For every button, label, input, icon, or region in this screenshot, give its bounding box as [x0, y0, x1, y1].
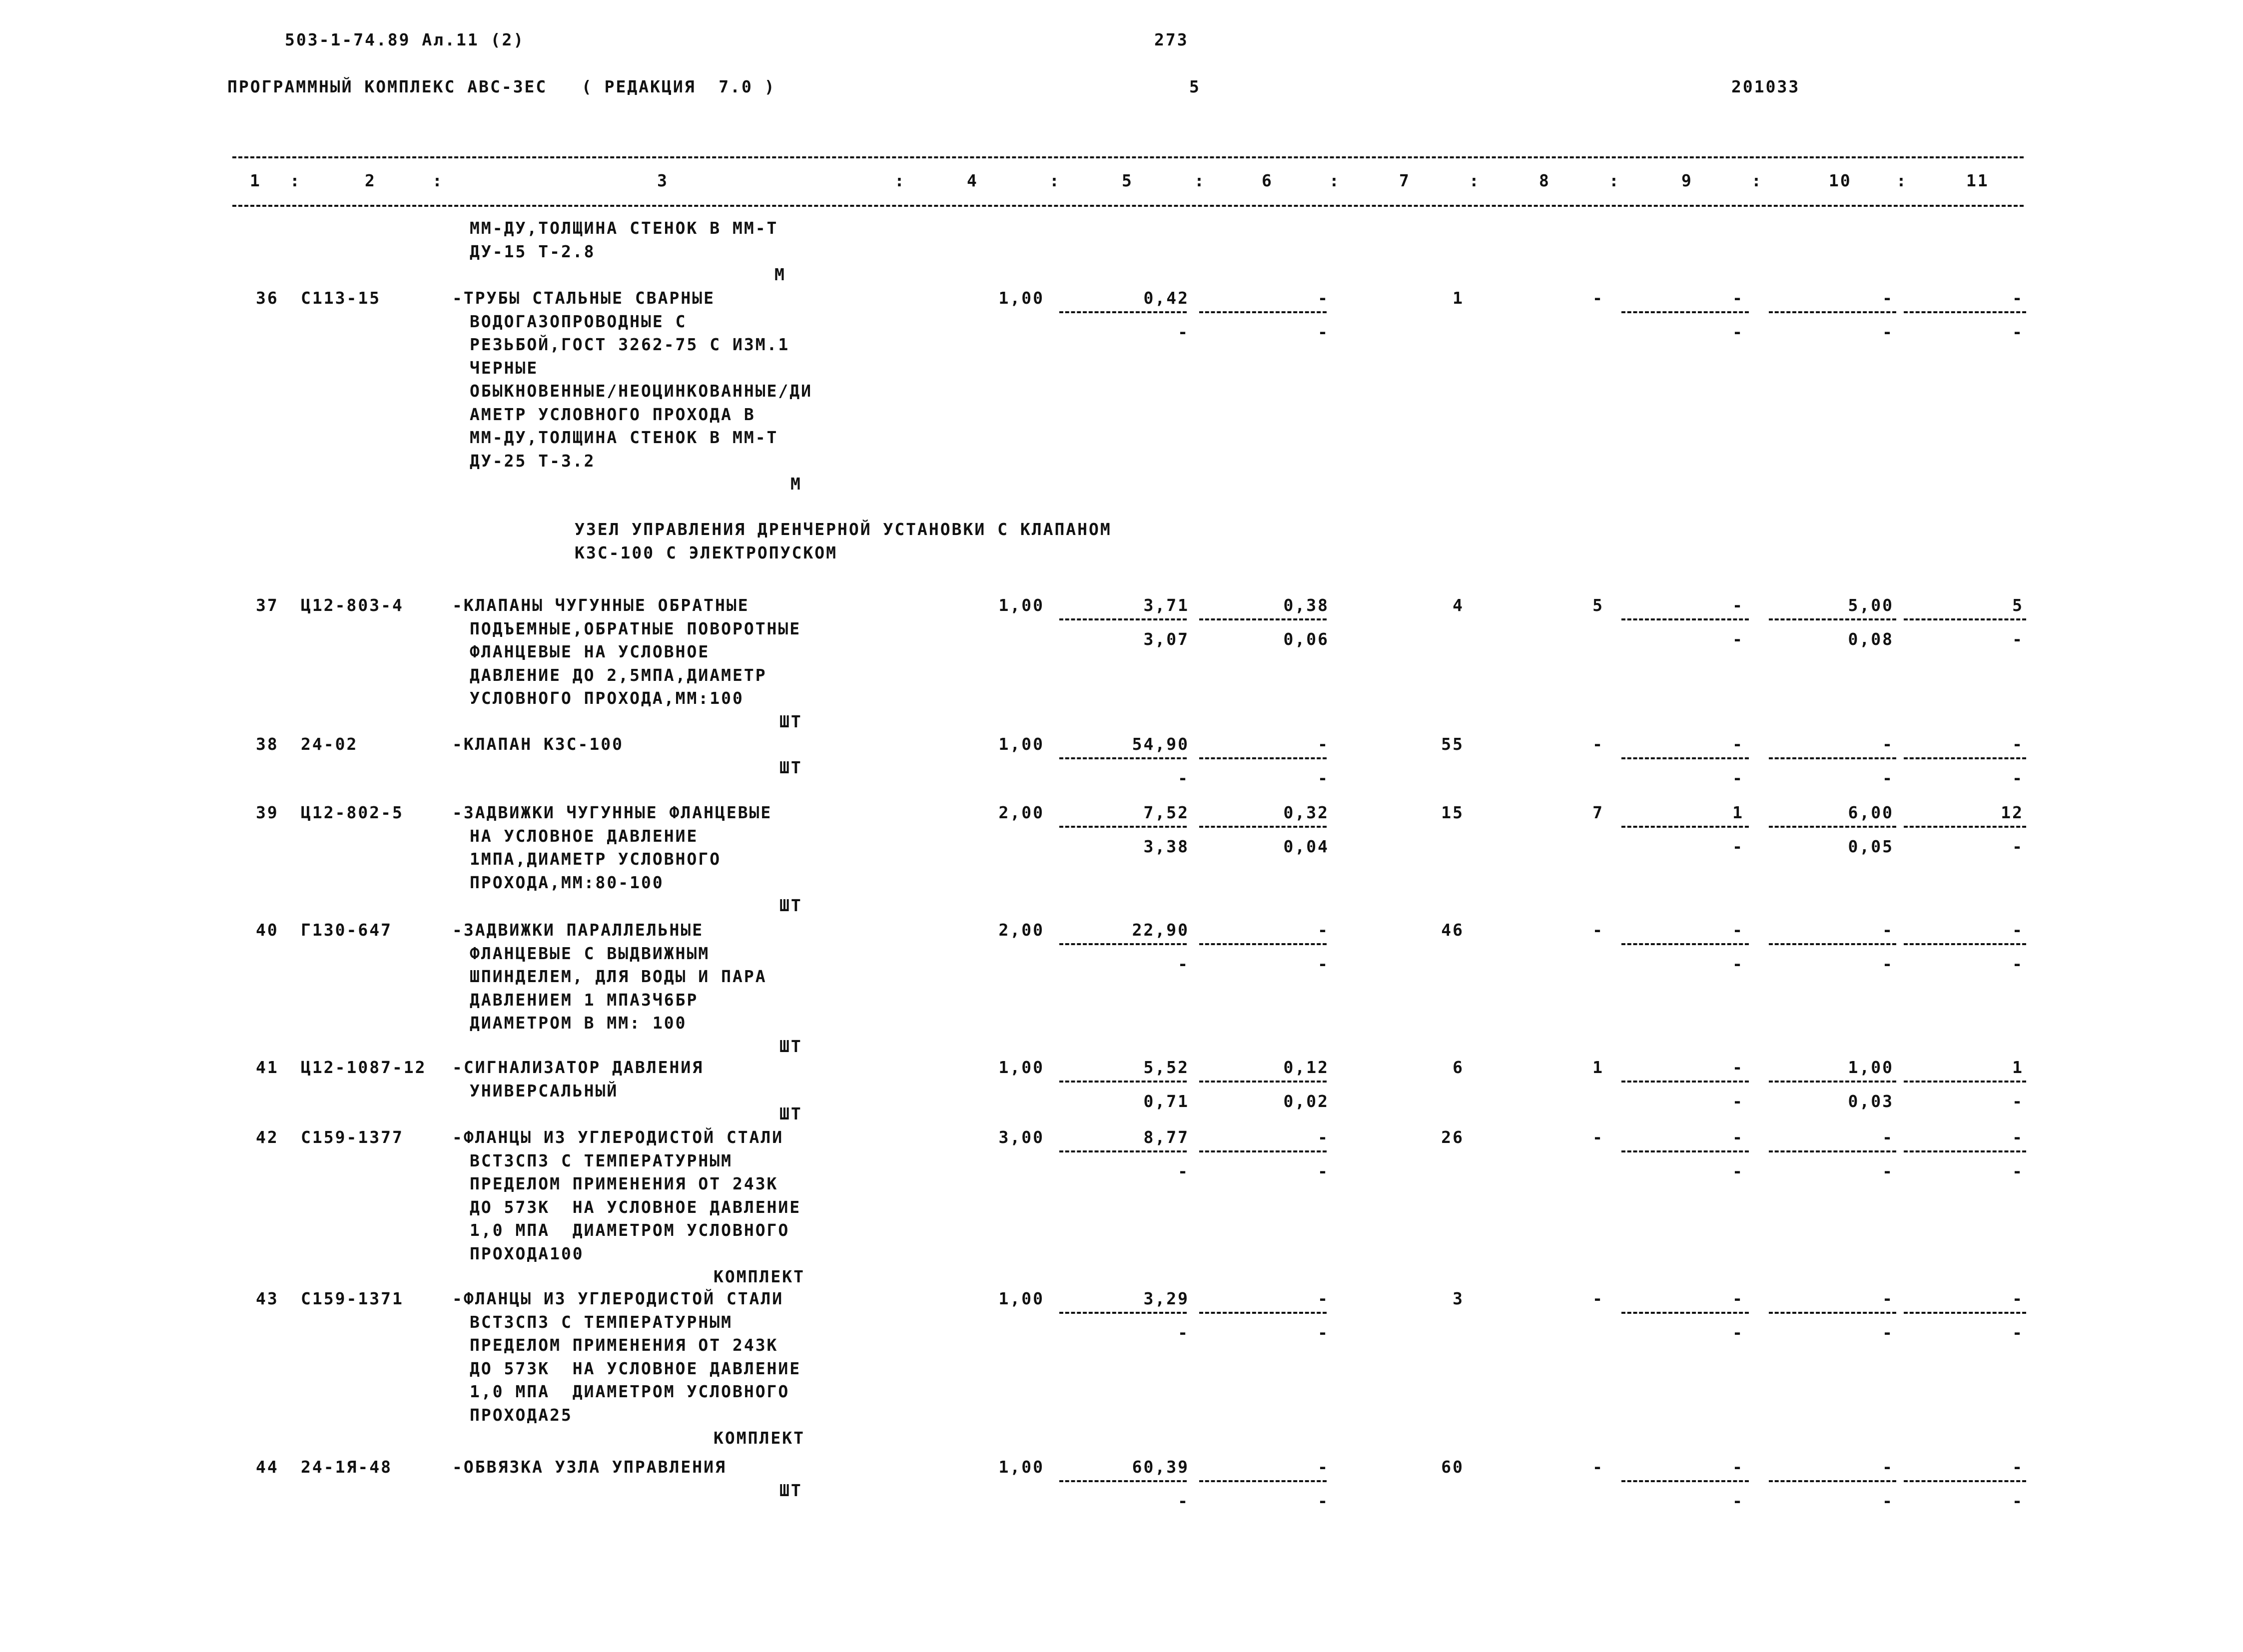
description-line: ПРОХОДА100 — [470, 1243, 584, 1263]
unit-cost-total: 5,52 — [1143, 1058, 1189, 1077]
labor-unit: - — [1882, 288, 1894, 308]
header-top-rule — [232, 156, 2024, 158]
machine-cost: - — [1732, 734, 1744, 754]
total-salary: - — [1592, 1457, 1604, 1477]
unit-cost-salary: - — [1318, 920, 1329, 940]
unit-cost-salary: 0,38 — [1283, 595, 1329, 615]
cell-divider — [1059, 1480, 1187, 1482]
cell-divider — [1059, 618, 1187, 620]
description-line: ФЛАНЦЕВЫЕ С ВЫДВИЖНЫМ — [470, 943, 710, 963]
labor-unit: 1,00 — [1848, 1058, 1894, 1077]
total-cost: 15 — [1441, 803, 1464, 822]
total-salary: 7 — [1592, 803, 1604, 822]
cell-divider — [1059, 1312, 1187, 1314]
unit-cost-total-secondary: - — [1178, 1323, 1189, 1342]
labor-unit: - — [1882, 920, 1894, 940]
column-header-8: 8 — [1539, 171, 1550, 190]
continuation-line: ММ-ДУ,ТОЛЩИНА СТЕНОК В ММ-Т — [470, 218, 778, 238]
total-cost: 6 — [1453, 1058, 1464, 1077]
cell-divider — [1769, 1081, 1896, 1083]
column-header-1: 1 — [250, 171, 261, 190]
cell-divider — [1199, 757, 1327, 759]
sheet-number: 5 — [1189, 77, 1201, 96]
unit-label: ШТ — [779, 1036, 802, 1056]
row-code: С113-15 — [301, 288, 381, 308]
column-header-6: 6 — [1262, 171, 1273, 190]
machine-cost: - — [1732, 1058, 1744, 1077]
labor-total-secondary: - — [2012, 837, 2024, 856]
cell-divider — [1904, 311, 2026, 313]
unit-cost-total-secondary: 0,71 — [1143, 1092, 1189, 1111]
unit-cost-total: 7,52 — [1143, 803, 1189, 822]
column-separator: : — [290, 171, 301, 190]
unit-cost-salary-secondary: - — [1318, 322, 1329, 342]
total-cost: 3 — [1453, 1289, 1464, 1308]
description-line: ВСТ3СП3 С ТЕМПЕРАТУРНЫМ — [470, 1312, 733, 1332]
unit-cost-salary: - — [1318, 1289, 1329, 1308]
machine-cost-secondary: - — [1732, 629, 1744, 649]
machine-cost-secondary: - — [1732, 954, 1744, 974]
machine-cost: - — [1732, 1127, 1744, 1147]
unit-cost-total: 3,29 — [1143, 1289, 1189, 1308]
row-code: Ц12-803-4 — [301, 595, 404, 615]
description-line: ММ-ДУ,ТОЛЩИНА СТЕНОК В ММ-Т — [470, 428, 778, 447]
machine-cost-secondary: - — [1732, 837, 1744, 856]
total-cost: 4 — [1453, 595, 1464, 615]
column-header-5: 5 — [1122, 171, 1133, 190]
description-line: ПРЕДЕЛОМ ПРИМЕНЕНИЯ ОТ 243К — [470, 1335, 778, 1355]
row-number: 36 — [256, 288, 279, 308]
unit-cost-total: 54,90 — [1132, 734, 1189, 754]
total-cost: 1 — [1453, 288, 1464, 308]
column-header-3: 3 — [657, 171, 669, 190]
column-header-9: 9 — [1681, 171, 1693, 190]
cell-divider — [1199, 1480, 1327, 1482]
description-line: ПРЕДЕЛОМ ПРИМЕНЕНИЯ ОТ 243К — [470, 1174, 778, 1193]
labor-total: 12 — [2001, 803, 2024, 822]
column-header-10: 10 — [1829, 171, 1852, 190]
cell-divider — [1769, 757, 1896, 759]
labor-unit-secondary: - — [1882, 1161, 1894, 1181]
labor-unit: - — [1882, 1127, 1894, 1147]
machine-cost: - — [1732, 288, 1744, 308]
cell-divider — [1621, 1081, 1749, 1083]
row-number: 39 — [256, 803, 279, 822]
description-line: 1,0 МПА ДИАМЕТРОМ УСЛОВНОГО — [470, 1220, 790, 1240]
row-number: 43 — [256, 1289, 279, 1308]
unit-cost-total-secondary: - — [1178, 954, 1189, 974]
cell-divider — [1904, 1150, 2026, 1152]
unit-cost-total-secondary: 3,07 — [1143, 629, 1189, 649]
continuation-unit: М — [774, 265, 786, 284]
cell-divider — [1059, 826, 1187, 828]
qty-value: 2,00 — [998, 803, 1044, 822]
cell-divider — [1199, 618, 1327, 620]
cell-divider — [1059, 1150, 1187, 1152]
column-separator: : — [1751, 171, 1763, 190]
labor-unit-secondary: - — [1882, 1491, 1894, 1511]
row-number: 38 — [256, 734, 279, 754]
description-line: ДИАМЕТРОМ В ММ: 100 — [470, 1013, 687, 1033]
description-line: -ФЛАНЦЫ ИЗ УГЛЕРОДИСТОЙ СТАЛИ — [452, 1289, 784, 1308]
unit-label: КОМПЛЕКТ — [714, 1428, 805, 1448]
description-line: УСЛОВНОГО ПРОХОДА,ММ:100 — [470, 688, 744, 708]
column-separator: : — [894, 171, 906, 190]
cell-divider — [1621, 943, 1749, 945]
total-cost: 55 — [1441, 734, 1464, 754]
unit-cost-salary: 0,32 — [1283, 803, 1329, 822]
unit-label: М — [790, 474, 802, 494]
row-number: 40 — [256, 920, 279, 940]
machine-cost-secondary: - — [1732, 1161, 1744, 1181]
description-line: ФЛАНЦЕВЫЕ НА УСЛОВНОЕ — [470, 642, 710, 661]
description-line: ДО 573К НА УСЛОВНОЕ ДАВЛЕНИЕ — [470, 1197, 801, 1217]
description-line: -СИГНАЛИЗАТОР ДАВЛЕНИЯ — [452, 1058, 704, 1077]
unit-cost-salary-secondary: 0,06 — [1283, 629, 1329, 649]
labor-total-secondary: - — [2012, 768, 2024, 788]
labor-total-secondary: - — [2012, 954, 2024, 974]
cell-divider — [1769, 1480, 1896, 1482]
labor-total-secondary: - — [2012, 1092, 2024, 1111]
unit-cost-total: 8,77 — [1143, 1127, 1189, 1147]
cell-divider — [1621, 1480, 1749, 1482]
row-code: Г130-647 — [301, 920, 392, 940]
description-line: ОБЫКНОВЕННЫЕ/НЕОЦИНКОВАННЫЕ/ДИ — [470, 381, 813, 401]
row-number: 44 — [256, 1457, 279, 1477]
description-line: ДАВЛЕНИЕМ 1 МПА3Ч6БР — [470, 990, 699, 1010]
qty-value: 2,00 — [998, 920, 1044, 940]
continuation-line: ДУ-15 Т-2.8 — [470, 242, 596, 261]
description-line: ВСТ3СП3 С ТЕМПЕРАТУРНЫМ — [470, 1150, 733, 1170]
total-salary: 5 — [1592, 595, 1604, 615]
labor-total-secondary: - — [2012, 1323, 2024, 1342]
column-separator: : — [1329, 171, 1341, 190]
labor-total-secondary: - — [2012, 1491, 2024, 1511]
description-line: ПОДЪЕМНЫЕ,ОБРАТНЫЕ ПОВОРОТНЫЕ — [470, 618, 801, 638]
cell-divider — [1621, 1150, 1749, 1152]
cell-divider — [1621, 757, 1749, 759]
cell-divider — [1059, 311, 1187, 313]
description-line: -КЛАПАНЫ ЧУГУННЫЕ ОБРАТНЫЕ — [452, 595, 749, 615]
unit-cost-salary-secondary: - — [1318, 954, 1329, 974]
cell-divider — [1059, 1081, 1187, 1083]
description-line: НА УСЛОВНОЕ ДАВЛЕНИЕ — [470, 826, 699, 846]
unit-cost-salary-secondary: 0,02 — [1283, 1092, 1329, 1111]
labor-total-secondary: - — [2012, 322, 2024, 342]
qty-value: 3,00 — [998, 1127, 1044, 1147]
unit-label: ШТ — [779, 1480, 802, 1500]
machine-cost-secondary: - — [1732, 768, 1744, 788]
row-number: 42 — [256, 1127, 279, 1147]
machine-cost-secondary: - — [1732, 322, 1744, 342]
cell-divider — [1769, 943, 1896, 945]
labor-unit-secondary: 0,03 — [1848, 1092, 1894, 1111]
total-salary: - — [1592, 1127, 1604, 1147]
cell-divider — [1621, 826, 1749, 828]
description-line: ДАВЛЕНИЕ ДО 2,5МПА,ДИАМЕТР — [470, 665, 767, 685]
column-header-7: 7 — [1399, 171, 1411, 190]
cell-divider — [1199, 943, 1327, 945]
total-salary: - — [1592, 920, 1604, 940]
row-code: Ц12-1087-12 — [301, 1058, 427, 1077]
row-code: Ц12-802-5 — [301, 803, 404, 822]
column-separator: : — [1469, 171, 1481, 190]
cell-divider — [1621, 618, 1749, 620]
machine-cost: - — [1732, 920, 1744, 940]
qty-value: 1,00 — [998, 1058, 1044, 1077]
row-code: С159-1377 — [301, 1127, 404, 1147]
row-code: 24-1Я-48 — [301, 1457, 392, 1477]
total-cost: 60 — [1441, 1457, 1464, 1477]
description-line: -ЗАДВИЖКИ ЧУГУННЫЕ ФЛАНЦЕВЫЕ — [452, 803, 772, 822]
description-line: ПРОХОДА25 — [470, 1405, 573, 1425]
column-separator: : — [1609, 171, 1620, 190]
row-number: 37 — [256, 595, 279, 615]
labor-unit: 6,00 — [1848, 803, 1894, 822]
unit-cost-total: 22,90 — [1132, 920, 1189, 940]
section-title: КЗС-100 С ЭЛЕКТРОПУСКОМ — [575, 543, 837, 562]
qty-value: 1,00 — [998, 1457, 1044, 1477]
cell-divider — [1904, 1081, 2026, 1083]
labor-total: - — [2012, 1289, 2024, 1308]
machine-cost-secondary: - — [1732, 1491, 1744, 1511]
machine-cost-secondary: - — [1732, 1323, 1744, 1342]
cell-divider — [1621, 1312, 1749, 1314]
unit-cost-total-secondary: 3,38 — [1143, 837, 1189, 856]
labor-unit: - — [1882, 1457, 1894, 1477]
unit-cost-salary: - — [1318, 288, 1329, 308]
row-number: 41 — [256, 1058, 279, 1077]
unit-cost-salary-secondary: - — [1318, 768, 1329, 788]
cell-divider — [1199, 1081, 1327, 1083]
cell-divider — [1904, 1312, 2026, 1314]
description-line: АМЕТР УСЛОВНОГО ПРОХОДА В — [470, 404, 755, 424]
unit-cost-total: 60,39 — [1132, 1457, 1189, 1477]
labor-total: - — [2012, 1127, 2024, 1147]
cell-divider — [1769, 826, 1896, 828]
header-bottom-rule — [232, 205, 2024, 207]
description-line: -ОБВЯЗКА УЗЛА УПРАВЛЕНИЯ — [452, 1457, 727, 1477]
unit-label: ШТ — [779, 896, 802, 915]
column-header-2: 2 — [365, 171, 376, 190]
machine-cost: - — [1732, 595, 1744, 615]
labor-unit-secondary: - — [1882, 1323, 1894, 1342]
cell-divider — [1059, 943, 1187, 945]
cell-divider — [1769, 1150, 1896, 1152]
cell-divider — [1904, 618, 2026, 620]
program-title: ПРОГРАММНЫЙ КОМПЛЕКС АВС-3ЕС ( РЕДАКЦИЯ 7.0 ) — [227, 77, 776, 96]
description-line: ШПИНДЕЛЕМ, ДЛЯ ВОДЫ И ПАРА — [470, 967, 767, 986]
unit-cost-salary-secondary: 0,04 — [1283, 837, 1329, 856]
cell-divider — [1199, 1312, 1327, 1314]
cell-divider — [1621, 311, 1749, 313]
cell-divider — [1769, 311, 1896, 313]
unit-cost-total: 0,42 — [1143, 288, 1189, 308]
unit-cost-total-secondary: - — [1178, 1491, 1189, 1511]
cell-divider — [1199, 1150, 1327, 1152]
labor-unit: - — [1882, 734, 1894, 754]
labor-unit-secondary: - — [1882, 768, 1894, 788]
total-salary: - — [1592, 1289, 1604, 1308]
total-salary: - — [1592, 288, 1604, 308]
column-separator: : — [432, 171, 444, 190]
unit-cost-salary-secondary: - — [1318, 1323, 1329, 1342]
unit-label: ШТ — [779, 1104, 802, 1123]
labor-total: 5 — [2012, 595, 2024, 615]
qty-value: 1,00 — [998, 734, 1044, 754]
labor-total: - — [2012, 1457, 2024, 1477]
document-code: 503-1-74.89 Ал.11 (2) — [285, 30, 525, 49]
machine-cost: - — [1732, 1457, 1744, 1477]
unit-cost-total: 3,71 — [1143, 595, 1189, 615]
cell-divider — [1059, 757, 1187, 759]
cell-divider — [1769, 1312, 1896, 1314]
description-line: ПРОХОДА,ММ:80-100 — [470, 872, 664, 892]
column-separator: : — [1049, 171, 1061, 190]
labor-unit-secondary: - — [1882, 954, 1894, 974]
labor-total: 1 — [2012, 1058, 2024, 1077]
unit-cost-salary-secondary: - — [1318, 1161, 1329, 1181]
labor-total: - — [2012, 288, 2024, 308]
unit-label: КОМПЛЕКТ — [714, 1267, 805, 1286]
labor-unit: - — [1882, 1289, 1894, 1308]
qty-value: 1,00 — [998, 595, 1044, 615]
total-cost: 26 — [1441, 1127, 1464, 1147]
labor-unit: 5,00 — [1848, 595, 1894, 615]
description-line: ДУ-25 Т-3.2 — [470, 451, 596, 471]
page-number: 273 — [1154, 30, 1189, 49]
labor-total: - — [2012, 920, 2024, 940]
description-line: -ЗАДВИЖКИ ПАРАЛЛЕЛЬНЫЕ — [452, 920, 704, 940]
description-line: ЧЕРНЫЕ — [470, 358, 539, 378]
qty-value: 1,00 — [998, 288, 1044, 308]
description-line: РЕЗЬБОЙ,ГОСТ 3262-75 С ИЗМ.1 — [470, 335, 790, 354]
unit-label: ШТ — [779, 711, 802, 731]
total-cost: 46 — [1441, 920, 1464, 940]
description-line: -ФЛАНЦЫ ИЗ УГЛЕРОДИСТОЙ СТАЛИ — [452, 1127, 784, 1147]
unit-cost-salary: - — [1318, 1127, 1329, 1147]
column-header-11: 11 — [1966, 171, 1989, 190]
cell-divider — [1904, 1480, 2026, 1482]
labor-total-secondary: - — [2012, 629, 2024, 649]
machine-cost: - — [1732, 1289, 1744, 1308]
unit-cost-salary-secondary: - — [1318, 1491, 1329, 1511]
cell-divider — [1904, 757, 2026, 759]
machine-cost-secondary: - — [1732, 1092, 1744, 1111]
column-separator: : — [1194, 171, 1206, 190]
unit-cost-salary: 0,12 — [1283, 1058, 1329, 1077]
description-line: 1МПА,ДИАМЕТР УСЛОВНОГО — [470, 849, 722, 869]
qty-value: 1,00 — [998, 1289, 1044, 1308]
cell-divider — [1904, 943, 2026, 945]
description-line: 1,0 МПА ДИАМЕТРОМ УСЛОВНОГО — [470, 1382, 790, 1401]
description-line: УНИВЕРСАЛЬНЫЙ — [470, 1081, 619, 1101]
description-line: ДО 573К НА УСЛОВНОЕ ДАВЛЕНИЕ — [470, 1358, 801, 1378]
section-title: УЗЕЛ УПРАВЛЕНИЯ ДРЕНЧЕРНОЙ УСТАНОВКИ С КЛАПАНОМ — [575, 520, 1112, 539]
description-line: -КЛАПАН КЗС-100 — [452, 734, 624, 754]
unit-label: ШТ — [779, 757, 802, 777]
unit-cost-total-secondary: - — [1178, 322, 1189, 342]
cell-divider — [1199, 311, 1327, 313]
unit-cost-salary: - — [1318, 734, 1329, 754]
unit-cost-salary: - — [1318, 1457, 1329, 1477]
labor-unit-secondary: 0,05 — [1848, 837, 1894, 856]
row-code: 24-02 — [301, 734, 358, 754]
cell-divider — [1199, 826, 1327, 828]
column-header-4: 4 — [967, 171, 978, 190]
total-salary: - — [1592, 734, 1604, 754]
unit-cost-total-secondary: - — [1178, 1161, 1189, 1181]
labor-total-secondary: - — [2012, 1161, 2024, 1181]
document-number: 201033 — [1731, 77, 1800, 96]
labor-unit-secondary: - — [1882, 322, 1894, 342]
labor-unit-secondary: 0,08 — [1848, 629, 1894, 649]
labor-total: - — [2012, 734, 2024, 754]
description-line: ВОДОГАЗОПРОВОДНЫЕ С — [470, 311, 687, 331]
unit-cost-total-secondary: - — [1178, 768, 1189, 788]
cell-divider — [1769, 618, 1896, 620]
cell-divider — [1904, 826, 2026, 828]
machine-cost: 1 — [1732, 803, 1744, 822]
column-separator: : — [1896, 171, 1908, 190]
description-line: -ТРУБЫ СТАЛЬНЫЕ СВАРНЫЕ — [452, 288, 715, 308]
row-code: С159-1371 — [301, 1289, 404, 1308]
total-salary: 1 — [1592, 1058, 1604, 1077]
